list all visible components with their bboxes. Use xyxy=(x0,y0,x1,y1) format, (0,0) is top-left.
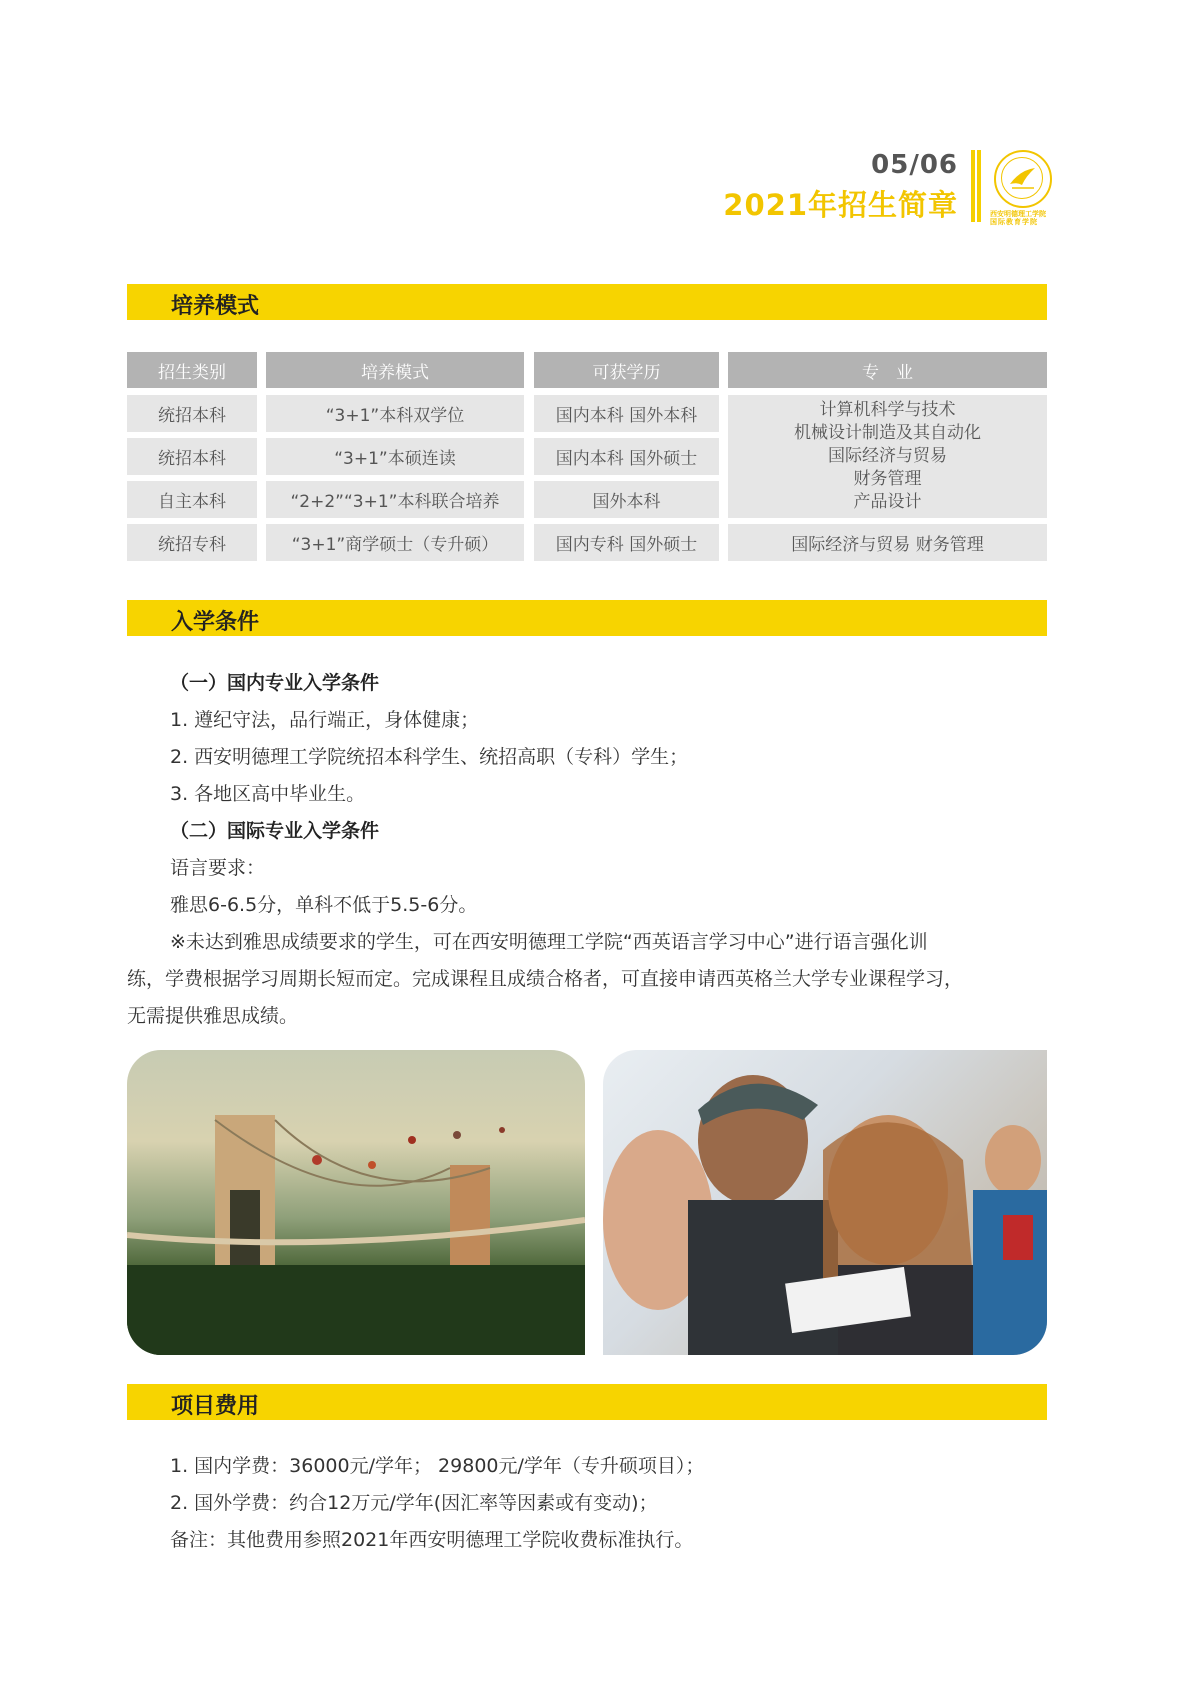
language-label: 语言要求： xyxy=(170,857,266,879)
logo-college-name: 西安明德理工学院 xyxy=(990,210,1046,218)
header-divider xyxy=(971,150,981,222)
table-cell-category: 统招本科 xyxy=(127,438,257,475)
brochure-title: 2021年招生简章 xyxy=(723,188,958,222)
requirement-item: 2. 西安明德理工学院统招本科学生、统招高职（专科）学生； xyxy=(170,746,689,768)
requirement-item: 1. 遵纪守法，品行端正，身体健康； xyxy=(170,709,480,731)
table-cell-category: 自主本科 xyxy=(127,481,257,518)
major-item: 计算机科学与技术 xyxy=(819,400,956,420)
students-illustration xyxy=(603,1050,1047,1355)
major-item: 财务管理 xyxy=(853,469,922,489)
logo-school-name: 国际教育学院 xyxy=(990,218,1038,226)
table-header-mode: 培养模式 xyxy=(266,352,524,388)
ielts-requirement: 雅思6-6.5分，单科不低于5.5-6分。 xyxy=(170,894,478,916)
page-numbers: 05/06 xyxy=(871,150,958,180)
major-item: 产品设计 xyxy=(853,492,922,512)
table-cell-mode: “3+1”本硕连读 xyxy=(266,438,524,475)
suspension-bridge-illustration xyxy=(127,1050,585,1355)
fee-item: 1. 国内学费：36000元/学年； 29800元/学年（专升硕项目）； xyxy=(170,1455,705,1477)
section-header-fees xyxy=(127,1384,1047,1420)
table-cell-mode: “2+2”“3+1”本科联合培养 xyxy=(266,481,524,518)
table-cell-degree: 国内本科 国外本科 xyxy=(534,395,719,432)
major-item: 国际经济与贸易 xyxy=(828,446,947,466)
section-title: 入学条件 xyxy=(171,610,260,635)
students-photo xyxy=(603,1050,1047,1355)
bridge-photo xyxy=(127,1050,585,1355)
section-header-admission xyxy=(127,600,1047,636)
table-cell-category: 统招专科 xyxy=(127,524,257,561)
table-cell-category: 统招本科 xyxy=(127,395,257,432)
section-title: 培养模式 xyxy=(171,294,260,319)
table-cell-mode: “3+1”本科双学位 xyxy=(266,395,524,432)
fee-note: 备注：其他费用参照2021年西安明德理工学院收费标准执行。 xyxy=(170,1529,694,1551)
requirement-item: 3. 各地区高中毕业生。 xyxy=(170,783,366,805)
table-cell-degree: 国外本科 xyxy=(534,481,719,518)
logo-emblem xyxy=(1001,157,1043,199)
note-line: 无需提供雅思成绩。 xyxy=(127,1005,299,1027)
table-cell-mode: “3+1”商学硕士（专升硕） xyxy=(266,524,524,561)
note-line: ※未达到雅思成绩要求的学生，可在西安明德理工学院“西英语言学习中心”进行语言强化训 xyxy=(170,931,928,953)
section-header-training xyxy=(127,284,1047,320)
bird-icon xyxy=(1002,158,1042,198)
table-header-category: 招生类别 xyxy=(127,352,257,388)
table-cell-degree: 国内专科 国外硕士 xyxy=(534,524,719,561)
fee-item: 2. 国外学费：约合12万元/学年(因汇率等因素或有变动)； xyxy=(170,1492,658,1514)
note-line: 练，学费根据学习周期长短而定。完成课程且成绩合格者，可直接申请西英格兰大学专业课程学习， xyxy=(127,968,964,990)
table-cell-majors xyxy=(728,395,1047,518)
section-title: 项目费用 xyxy=(171,1394,260,1419)
table-cell-degree: 国内本科 国外硕士 xyxy=(534,438,719,475)
table-header-major: 专 业 xyxy=(728,352,1047,388)
major-item: 机械设计制造及其自动化 xyxy=(794,423,981,443)
college-logo xyxy=(990,150,1052,226)
table-header-degree: 可获学历 xyxy=(534,352,719,388)
table-cell-majors: 国际经济与贸易 财务管理 xyxy=(728,524,1047,561)
domestic-requirements-heading: （一）国内专业入学条件 xyxy=(170,672,380,694)
international-requirements-heading: （二）国际专业入学条件 xyxy=(170,820,380,842)
